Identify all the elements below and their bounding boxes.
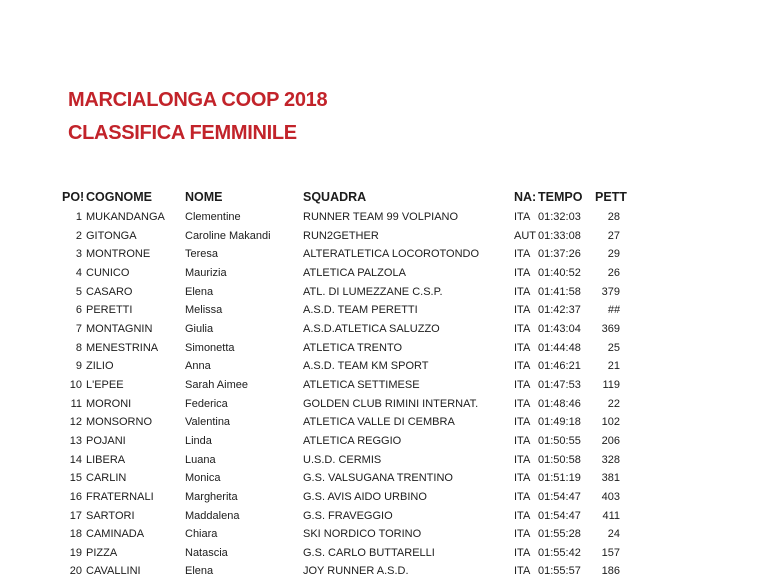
cell-cognome: MORONI — [86, 395, 182, 414]
cell-pos: 20 — [50, 562, 82, 581]
document-title-line2: CLASSIFICA FEMMINILE — [68, 117, 327, 150]
cell-squadra: U.S.D. CERMIS — [303, 451, 511, 470]
cell-pett: 26 — [586, 264, 620, 283]
cell-naz: ITA — [514, 357, 540, 376]
cell-naz: ITA — [514, 562, 540, 581]
cell-pos: 12 — [50, 413, 82, 432]
cell-pett: 27 — [586, 227, 620, 246]
cell-cognome: GITONGA — [86, 227, 182, 246]
table-row — [0, 469, 768, 488]
cell-pett: 403 — [586, 488, 620, 507]
document-title-line1: MARCIALONGA COOP 2018 — [68, 84, 327, 117]
cell-cognome: MONSORNO — [86, 413, 182, 432]
cell-pos: 16 — [50, 488, 82, 507]
results-table — [0, 186, 768, 581]
cell-squadra: ATLETICA VALLE DI CEMBRA — [303, 413, 511, 432]
cell-pett: 102 — [586, 413, 620, 432]
cell-naz: ITA — [514, 544, 540, 563]
cell-cognome: POJANI — [86, 432, 182, 451]
table-row — [0, 413, 768, 432]
cell-squadra: ATLETICA REGGIO — [303, 432, 511, 451]
table-row — [0, 264, 768, 283]
cell-pett: 28 — [586, 208, 620, 227]
cell-squadra: GOLDEN CLUB RIMINI INTERNAT. — [303, 395, 511, 414]
cell-tempo: 01:40:52 — [538, 264, 586, 283]
cell-cognome: SARTORI — [86, 507, 182, 526]
cell-pos: 11 — [50, 395, 82, 414]
cell-squadra: A.S.D. TEAM PERETTI — [303, 301, 511, 320]
cell-pos: 14 — [50, 451, 82, 470]
cell-cognome: MONTAGNIN — [86, 320, 182, 339]
header-pett: PETT — [595, 186, 635, 208]
cell-tempo: 01:54:47 — [538, 488, 586, 507]
cell-pos: 17 — [50, 507, 82, 526]
cell-pos: 5 — [50, 283, 82, 302]
cell-naz: ITA — [514, 525, 540, 544]
cell-tempo: 01:33:08 — [538, 227, 586, 246]
cell-naz: ITA — [514, 283, 540, 302]
table-row — [0, 525, 768, 544]
cell-cognome: MENESTRINA — [86, 339, 182, 358]
cell-tempo: 01:37:26 — [538, 245, 586, 264]
header-pos: PO! — [62, 186, 86, 208]
cell-naz: ITA — [514, 469, 540, 488]
cell-tempo: 01:47:53 — [538, 376, 586, 395]
table-row — [0, 208, 768, 227]
cell-cognome: L'EPEE — [86, 376, 182, 395]
cell-naz: ITA — [514, 395, 540, 414]
cell-cognome: FRATERNALI — [86, 488, 182, 507]
cell-squadra: G.S. FRAVEGGIO — [303, 507, 511, 526]
cell-naz: ITA — [514, 245, 540, 264]
cell-pett: 29 — [586, 245, 620, 264]
cell-nome: Melissa — [185, 301, 300, 320]
table-row — [0, 301, 768, 320]
cell-nome: Giulia — [185, 320, 300, 339]
cell-naz: AUT — [514, 227, 540, 246]
cell-nome: Elena — [185, 562, 300, 581]
cell-squadra: A.S.D.ATLETICA SALUZZO — [303, 320, 511, 339]
cell-nome: Elena — [185, 283, 300, 302]
cell-pett: 369 — [586, 320, 620, 339]
cell-squadra: ATLETICA PALZOLA — [303, 264, 511, 283]
cell-cognome: CAMINADA — [86, 525, 182, 544]
table-row — [0, 544, 768, 563]
cell-naz: ITA — [514, 376, 540, 395]
cell-nome: Linda — [185, 432, 300, 451]
table-row — [0, 376, 768, 395]
cell-squadra: JOY RUNNER A.S.D. — [303, 562, 511, 581]
cell-tempo: 01:51:19 — [538, 469, 586, 488]
cell-cognome: CARLIN — [86, 469, 182, 488]
cell-nome: Sarah Aimee — [185, 376, 300, 395]
cell-pett: 411 — [586, 507, 620, 526]
cell-naz: ITA — [514, 507, 540, 526]
cell-cognome: CAVALLINI — [86, 562, 182, 581]
cell-naz: ITA — [514, 488, 540, 507]
cell-squadra: A.S.D. TEAM KM SPORT — [303, 357, 511, 376]
table-row — [0, 283, 768, 302]
header-nome: NOME — [185, 186, 300, 208]
table-row — [0, 245, 768, 264]
cell-squadra: SKI NORDICO TORINO — [303, 525, 511, 544]
cell-pett: 25 — [586, 339, 620, 358]
cell-nome: Teresa — [185, 245, 300, 264]
cell-squadra: G.S. AVIS AIDO URBINO — [303, 488, 511, 507]
cell-pos: 10 — [50, 376, 82, 395]
cell-squadra: ATLETICA SETTIMESE — [303, 376, 511, 395]
cell-naz: ITA — [514, 432, 540, 451]
cell-pett: 157 — [586, 544, 620, 563]
cell-pos: 8 — [50, 339, 82, 358]
cell-naz: ITA — [514, 208, 540, 227]
cell-naz: ITA — [514, 264, 540, 283]
cell-tempo: 01:46:21 — [538, 357, 586, 376]
table-row — [0, 562, 768, 581]
table-row — [0, 339, 768, 358]
cell-pos: 2 — [50, 227, 82, 246]
cell-squadra: G.S. CARLO BUTTARELLI — [303, 544, 511, 563]
cell-tempo: 01:43:04 — [538, 320, 586, 339]
cell-cognome: CUNICO — [86, 264, 182, 283]
cell-pos: 18 — [50, 525, 82, 544]
cell-pett: 186 — [586, 562, 620, 581]
cell-pett: ## — [586, 301, 620, 320]
document-title-block — [68, 84, 327, 150]
cell-squadra: G.S. VALSUGANA TRENTINO — [303, 469, 511, 488]
header-squadra: SQUADRA — [303, 186, 511, 208]
cell-naz: ITA — [514, 301, 540, 320]
table-row — [0, 395, 768, 414]
cell-naz: ITA — [514, 339, 540, 358]
cell-tempo: 01:44:48 — [538, 339, 586, 358]
cell-naz: ITA — [514, 320, 540, 339]
cell-cognome: ZILIO — [86, 357, 182, 376]
cell-nome: Anna — [185, 357, 300, 376]
table-row — [0, 320, 768, 339]
cell-nome: Federica — [185, 395, 300, 414]
cell-nome: Valentina — [185, 413, 300, 432]
cell-pett: 22 — [586, 395, 620, 414]
cell-nome: Maurizia — [185, 264, 300, 283]
table-row — [0, 488, 768, 507]
cell-tempo: 01:55:42 — [538, 544, 586, 563]
cell-nome: Maddalena — [185, 507, 300, 526]
cell-pos: 7 — [50, 320, 82, 339]
cell-pett: 379 — [586, 283, 620, 302]
cell-pos: 13 — [50, 432, 82, 451]
cell-cognome: PIZZA — [86, 544, 182, 563]
cell-tempo: 01:50:58 — [538, 451, 586, 470]
cell-pett: 381 — [586, 469, 620, 488]
cell-squadra: RUN2GETHER — [303, 227, 511, 246]
cell-pos: 4 — [50, 264, 82, 283]
cell-pos: 3 — [50, 245, 82, 264]
table-body — [0, 208, 768, 581]
cell-pos: 6 — [50, 301, 82, 320]
cell-squadra: ALTERATLETICA LOCOROTONDO — [303, 245, 511, 264]
cell-nome: Chiara — [185, 525, 300, 544]
cell-squadra: RUNNER TEAM 99 VOLPIANO — [303, 208, 511, 227]
table-row — [0, 357, 768, 376]
cell-pett: 119 — [586, 376, 620, 395]
cell-tempo: 01:50:55 — [538, 432, 586, 451]
table-row — [0, 432, 768, 451]
cell-pett: 21 — [586, 357, 620, 376]
cell-tempo: 01:55:57 — [538, 562, 586, 581]
cell-pett: 328 — [586, 451, 620, 470]
cell-nome: Monica — [185, 469, 300, 488]
header-naz: NA: — [514, 186, 540, 208]
table-header-row — [0, 186, 768, 208]
cell-nome: Clementine — [185, 208, 300, 227]
cell-nome: Natascia — [185, 544, 300, 563]
header-cognome: COGNOME — [86, 186, 182, 208]
cell-cognome: MONTRONE — [86, 245, 182, 264]
cell-tempo: 01:55:28 — [538, 525, 586, 544]
header-tempo: TEMPO — [538, 186, 586, 208]
cell-tempo: 01:49:18 — [538, 413, 586, 432]
cell-nome: Caroline Makandi — [185, 227, 300, 246]
cell-pos: 15 — [50, 469, 82, 488]
cell-nome: Luana — [185, 451, 300, 470]
table-row — [0, 507, 768, 526]
table-row — [0, 227, 768, 246]
cell-tempo: 01:48:46 — [538, 395, 586, 414]
cell-nome: Margherita — [185, 488, 300, 507]
cell-cognome: PERETTI — [86, 301, 182, 320]
cell-naz: ITA — [514, 451, 540, 470]
cell-pett: 24 — [586, 525, 620, 544]
cell-cognome: LIBERA — [86, 451, 182, 470]
cell-tempo: 01:32:03 — [538, 208, 586, 227]
cell-pett: 206 — [586, 432, 620, 451]
cell-tempo: 01:42:37 — [538, 301, 586, 320]
cell-pos: 9 — [50, 357, 82, 376]
cell-cognome: MUKANDANGA — [86, 208, 182, 227]
table-row — [0, 451, 768, 470]
cell-tempo: 01:41:58 — [538, 283, 586, 302]
cell-squadra: ATL. DI LUMEZZANE C.S.P. — [303, 283, 511, 302]
cell-naz: ITA — [514, 413, 540, 432]
cell-pos: 1 — [50, 208, 82, 227]
cell-pos: 19 — [50, 544, 82, 563]
cell-squadra: ATLETICA TRENTO — [303, 339, 511, 358]
cell-tempo: 01:54:47 — [538, 507, 586, 526]
cell-nome: Simonetta — [185, 339, 300, 358]
cell-cognome: CASARO — [86, 283, 182, 302]
